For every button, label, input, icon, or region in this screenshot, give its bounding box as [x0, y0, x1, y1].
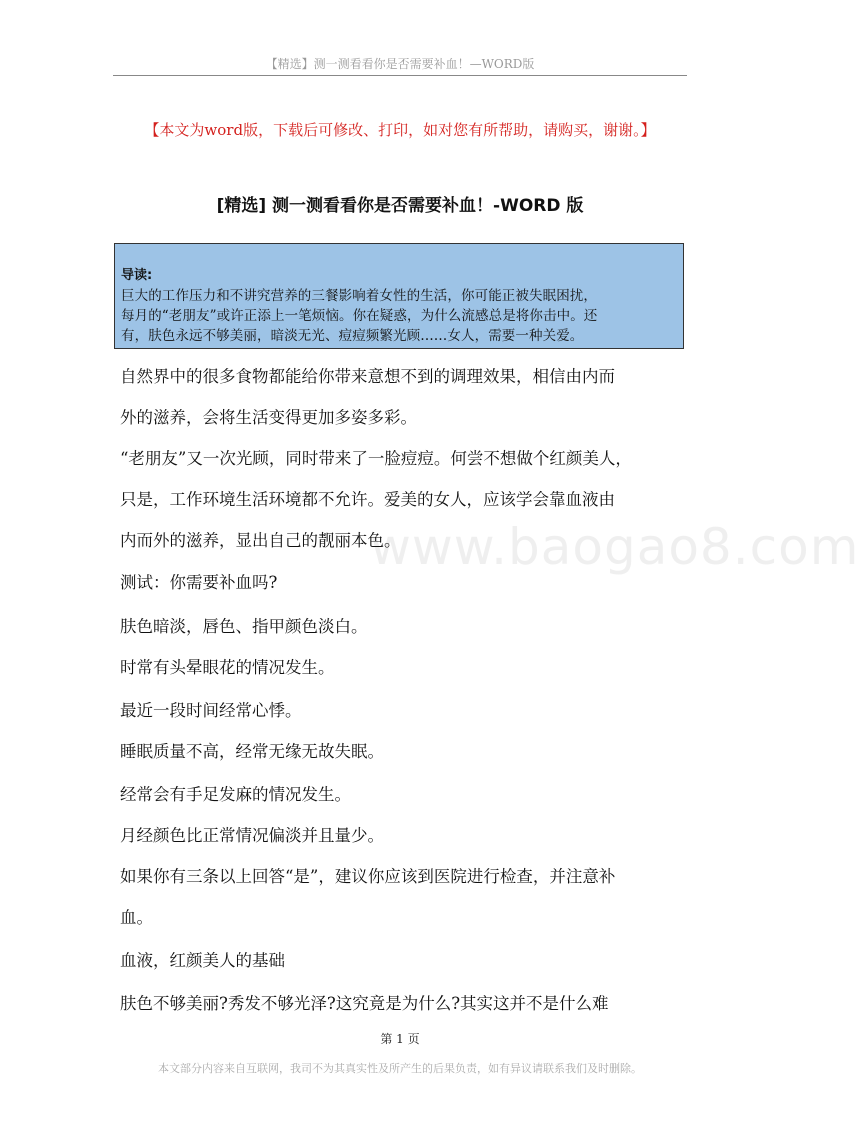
body-paragraph-line: 血。: [120, 908, 153, 927]
guide-line: 巨大的工作压力和不讲究营养的三餐影响着女性的生活，你可能正被失眠困扰，: [121, 288, 597, 304]
footer-disclaimer: 本文部分内容来自互联网，我司不为其真实性及所产生的后果负责，如有异议请联系我们及时删除。: [158, 1062, 642, 1075]
section-heading: 血液，红颜美人的基础: [120, 951, 285, 970]
body-paragraph-line: 只是，工作环境生活环境都不允许。爱美的女人，应该学会靠血液由: [120, 490, 615, 509]
body-paragraph-line: “老朋友”又一次光顾，同时带来了一脸痘痘。何尝不想做个红颜美人，: [120, 449, 632, 468]
test-item: 时常有头晕眼花的情况发生。: [120, 658, 335, 677]
body-paragraph-line: 外的滋养，会将生活变得更加多姿多彩。: [120, 408, 417, 427]
guide-line: 每月的“老朋友”或许正添上一笔烦恼。你在疑惑，为什么流感总是将你击中。还: [121, 308, 598, 324]
guide-line: 有，肤色永远不够美丽，暗淡无光、痘痘频繁光顾……女人，需要一种关爱。: [121, 328, 584, 344]
body-paragraph-line: 自然界中的很多食物都能给你带来意想不到的调理效果，相信由内而: [120, 367, 615, 386]
test-item: 经常会有手足发麻的情况发生。: [120, 785, 351, 804]
document-title: [精选] 测一测看看你是否需要补血！-WORD 版: [216, 196, 584, 216]
body-paragraph-line: 肤色不够美丽?秀发不够光泽?这究竟是为什么?其实这并不是什么难: [120, 994, 609, 1013]
test-item: 肤色暗淡，唇色、指甲颜色淡白。: [120, 617, 368, 636]
body-paragraph-line: 内而外的滋养，显出自己的靓丽本色。: [120, 531, 401, 550]
purchase-notice: 【本文为word版，下载后可修改、打印，如对您有所帮助，请购买，谢谢。】: [144, 121, 656, 139]
watermark: www.baogao8.com: [370, 518, 859, 576]
body-paragraph-line: 如果你有三条以上回答“是”，建议你应该到医院进行检查，并注意补: [120, 867, 616, 886]
guide-box: [114, 243, 684, 349]
page-header: 【精选】测一测看看你是否需要补血！—WORD版: [265, 57, 535, 71]
test-item: 月经颜色比正常情况偏淡并且量少。: [120, 826, 384, 845]
test-item: 最近一段时间经常心悸。: [120, 701, 302, 720]
header-divider: [113, 75, 687, 76]
page-number: 第 1 页: [380, 1032, 420, 1046]
test-item: 睡眠质量不高，经常无缘无故失眠。: [120, 742, 384, 761]
guide-label: 导读:: [121, 268, 153, 283]
test-heading: 测试：你需要补血吗?: [120, 573, 278, 592]
